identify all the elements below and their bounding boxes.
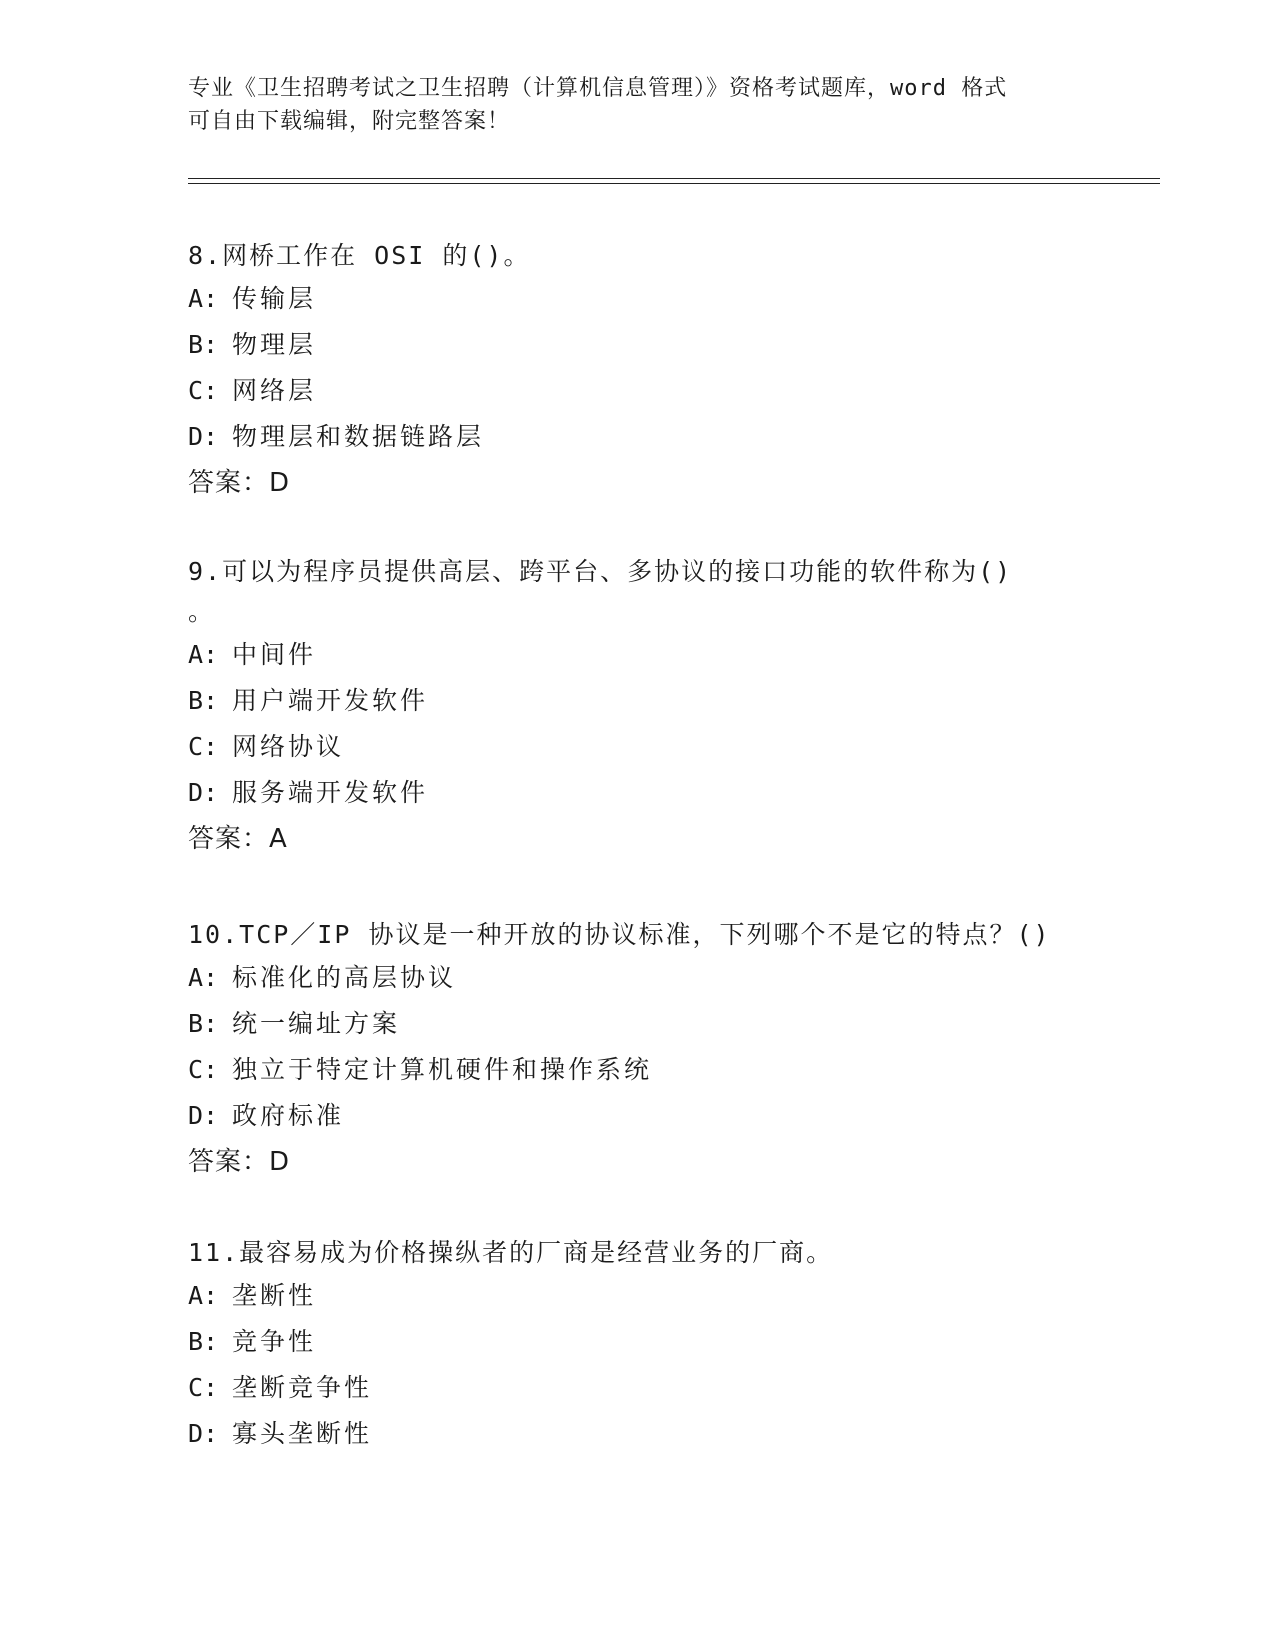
option-b [188,322,1088,368]
question-stem-continuation: 。 [188,597,214,626]
question-stem: 9.可以为程序员提供高层、跨平台、多协议的接口功能的软件称为() [188,557,1013,586]
option-d [188,1411,1088,1457]
option-a [188,955,1088,1001]
option-text: 网络层 [232,376,317,405]
option-text: 独立于特定计算机硬件和操作系统 [232,1055,653,1084]
option-a [188,632,1088,678]
option-letter: A: [188,1281,219,1310]
option-letter: C: [188,1055,219,1084]
option-text: 物理层和数据链路层 [232,422,485,451]
option-text: 物理层 [232,330,317,359]
option-letter: B: [188,330,219,359]
option-letter: D: [188,422,219,451]
option-b [188,1319,1088,1365]
option-letter: A: [188,963,219,992]
option-c [188,1047,1088,1093]
answer-line: 答案：D [188,1147,291,1177]
option-text: 网络协议 [232,732,345,761]
option-text: 传输层 [232,284,317,313]
option-letter: C: [188,376,219,405]
header-line-1: 专业《卫生招聘考试之卫生招聘（计算机信息管理）》资格考试题库，word 格式 [188,76,1008,101]
header-line-2: 可自由下载编辑，附完整答案！ [188,109,511,134]
option-text: 寡头垄断性 [232,1419,373,1448]
option-text: 政府标准 [232,1101,345,1130]
option-text: 竞争性 [232,1327,317,1356]
question-stem: 10.TCP／IP 协议是一种开放的协议标准，下列哪个不是它的特点？() [188,920,1051,949]
option-text: 标准化的高层协议 [232,963,457,992]
option-letter: B: [188,1327,219,1356]
option-c [188,1365,1088,1411]
option-text: 垄断性 [232,1281,317,1310]
question-11 [188,1233,1088,1457]
option-d [188,414,1088,460]
option-letter: D: [188,1101,219,1130]
option-a [188,1273,1088,1319]
option-c [188,724,1088,770]
option-text: 垄断竞争性 [232,1373,373,1402]
option-text: 服务端开发软件 [232,778,429,807]
option-letter: A: [188,640,219,669]
option-b [188,678,1088,724]
option-d [188,770,1088,816]
document-header [188,72,1088,138]
option-text: 中间件 [232,640,317,669]
option-c [188,368,1088,414]
option-letter: B: [188,1009,219,1038]
option-letter: D: [188,1419,219,1448]
option-a [188,276,1088,322]
question-8 [188,236,1088,506]
header-divider-bottom [188,183,1160,184]
option-text: 统一编址方案 [232,1009,401,1038]
question-9 [188,552,1088,862]
question-10 [188,915,1088,1185]
option-text: 用户端开发软件 [232,686,429,715]
option-d [188,1093,1088,1139]
question-stem: 11.最容易成为价格操纵者的厂商是经营业务的厂商。 [188,1238,834,1267]
option-letter: C: [188,1373,219,1402]
option-letter: D: [188,778,219,807]
answer-line: 答案：A [188,824,288,854]
answer-line: 答案：D [188,468,291,498]
option-letter: B: [188,686,219,715]
question-stem: 8.网桥工作在 OSI 的()。 [188,241,531,270]
option-letter: C: [188,732,219,761]
option-letter: A: [188,284,219,313]
option-b [188,1001,1088,1047]
header-divider-top [188,178,1160,179]
